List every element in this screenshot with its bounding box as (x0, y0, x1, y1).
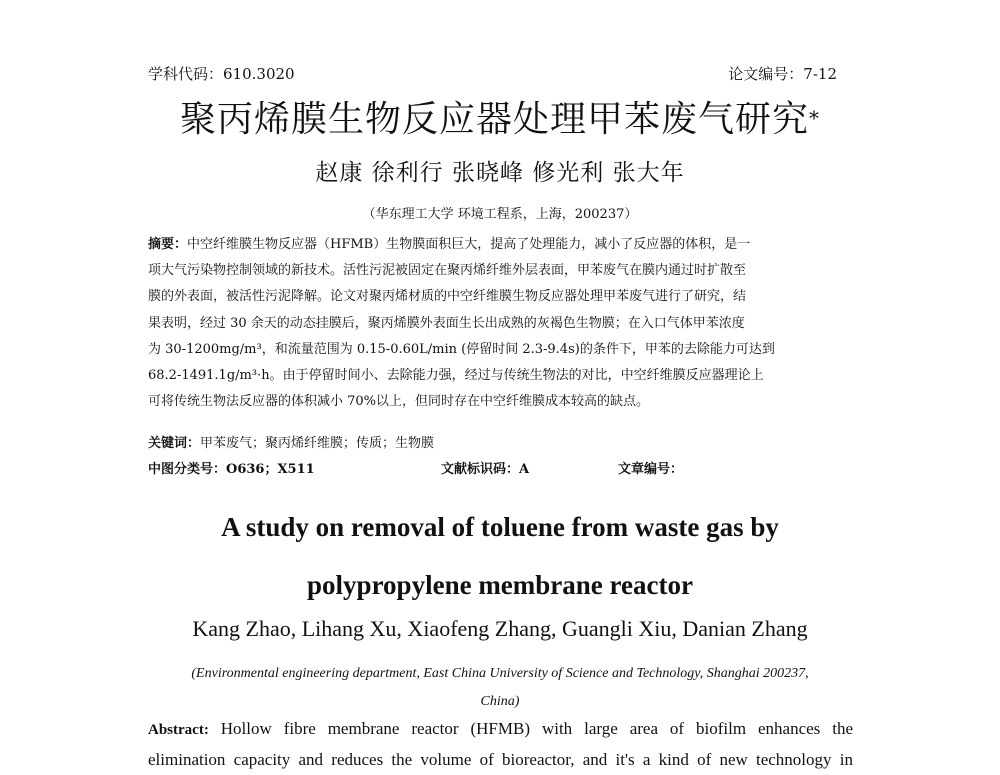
abstract-chinese (148, 232, 843, 415)
keywords (148, 434, 848, 454)
abstract-english (148, 714, 853, 775)
affiliation-chinese: （华东理工大学 环境工程系，上海，200237） (362, 207, 638, 222)
abstract-cn-line: 可将传统生物法反应器的体积减小 70%以上，但同时存在中空纤维膜成本较高的缺点。 (148, 394, 650, 410)
authors-english: Kang Zhao, Lihang Xu, Xiaofeng Zhang, Guangli Xiu, Danian Zhang (192, 616, 808, 641)
authors-chinese: 赵康 徐利行 张晓峰 修光利 张大年 (315, 160, 685, 186)
title-footnote-mark: * (809, 106, 820, 130)
keywords-label: 关键词： (148, 436, 201, 451)
abstract-cn-line: 68.2-1491.1g/m³·h。由于停留时间小、去除能力强，经过与传统生物法的对比，中空纤维膜反应器理论上 (148, 368, 764, 384)
document-code: 文献标识码：A (441, 462, 530, 477)
title-chinese-text: 聚丙烯膜生物反应器处理甲苯废气研究 (179, 99, 809, 140)
article-number: 文章编号： (618, 462, 684, 477)
title-english-line: A study on removal of toluene from waste gas by (221, 512, 779, 542)
abstract-en-label: Abstract: (148, 722, 209, 738)
abstract-cn-line: 膜的外表面，被活性污泥降解。论文对聚丙烯材质的中空纤维膜生物反应器处理甲苯废气进行了研究，结 (148, 289, 747, 305)
clc-number: 中图分类号：O636；X511 (148, 462, 315, 477)
paper-number: 论文编号：7-12 (728, 65, 837, 83)
abstract-cn-line: 果表明，经过 30 余天的动态挂膜后，聚丙烯膜外表面生长出成熟的灰褐色生物膜；在入口气体甲苯浓度 (148, 315, 745, 331)
title-english (0, 498, 1000, 614)
title-english-line: polypropylene membrane reactor (307, 570, 693, 600)
affiliation-english-line: China) (480, 694, 520, 709)
affiliation-english-line: (Environmental engineering department, East China University of Science and Technology, Shanghai 200237, (191, 666, 809, 681)
keywords-text: 甲苯废气；聚丙烯纤维膜；传质；生物膜 (200, 436, 435, 451)
title-chinese (0, 96, 1000, 144)
abstract-cn-line: 为 30-1200mg/m³，和流量范围为 0.15-0.60L/min (停留时间 2.3-9.4s)的条件下，甲苯的去除能力可达到 (148, 341, 775, 357)
subject-code: 学科代码：610.3020 (148, 65, 295, 83)
abstract-en-line: elimination capacity and reduces the volume of bioreactor, and it's a kind of new technology in (148, 750, 853, 769)
abstract-cn-line: 项大气污染物控制领域的新技术。活性污泥被固定在聚丙烯纤维外层表面，甲苯废气在膜内通过时扩散至 (148, 263, 747, 279)
affiliation-english (140, 660, 860, 716)
abstract-cn-line: 摘要：中空纤维膜生物反应器（HFMB）生物膜面积巨大，提高了处理能力，减小了反应器的体积，是一 (148, 237, 751, 252)
abstract-cn-label: 摘要： (148, 237, 188, 252)
header-row (148, 64, 837, 84)
abstract-en-line: Abstract: Hollow fibre membrane reactor (HFMB) with large area of biofilm enhances the (148, 719, 853, 738)
